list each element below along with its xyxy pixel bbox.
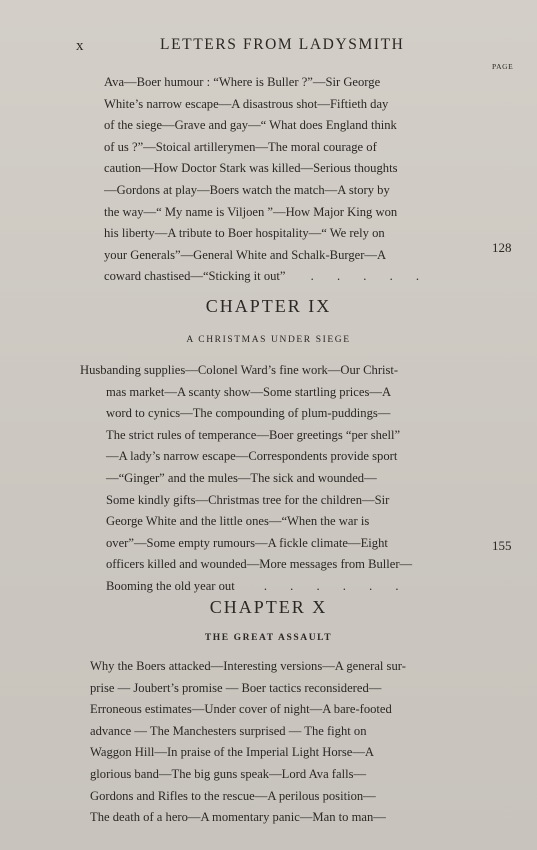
summary-line: Ava—Boer humour : “Where is Buller ?”—Sir George — [104, 75, 381, 89]
summary-line: prise — Joubert’s promise — Boer tactics reconsidered— — [90, 680, 382, 695]
summary-line: Husbanding supplies—Colonel Ward’s fine work—Our Christ- — [80, 363, 399, 377]
summary-line: glorious band—The big guns speak—Lord Ava falls— — [90, 766, 367, 781]
summary-line: Gordons and Rifles to the rescue—A perilous position— — [90, 788, 376, 803]
summary-line: The strict rules of temperance—Boer greetings “per shell” — [106, 427, 401, 442]
summary-line: over”—Some empty rumours—A fickle climate—Eight — [106, 535, 388, 550]
summary-line: advance — The Manchesters surprised — The fight on — [90, 723, 367, 738]
chapter9-title: A CHRISTMAS UNDER SIEGE — [186, 335, 351, 345]
summary-line: officers killed and wounded—More messages from Buller— — [106, 557, 413, 572]
summary-line: Waggon Hill—In praise of the Imperial Light Horse—A — [90, 745, 375, 760]
summary-line: —Gordons at play—Boers watch the match—A story by — [104, 182, 390, 197]
summary-line: caution—How Doctor Stark was killed—Serious thoughts — [104, 161, 398, 176]
chapter9-page-number: 155 — [492, 538, 512, 553]
summary-line: Why the Boers attacked—Interesting versions—A general sur- — [90, 659, 406, 673]
dot-leader: . . . . . — [310, 269, 430, 284]
summary-line: of the siege—Grave and gay—“ What does England think — [104, 118, 397, 133]
summary-last-line: Booming the old year out — [106, 578, 235, 593]
page-number-roman: x — [76, 38, 84, 54]
summary-line: word to cynics—The compounding of plum-puddings— — [106, 406, 391, 421]
chapter9-heading: CHAPTER IX — [205, 296, 332, 316]
summary-line: Erroneous estimates—Under cover of night—A bare-footed — [90, 702, 392, 717]
summary-line: —A lady’s narrow escape—Correspondents provide sport — [106, 449, 398, 464]
chapter10-heading: CHAPTER X — [209, 597, 328, 617]
chapter9-summary — [80, 360, 478, 598]
summary-last-line: coward chastised—“Sticking it out” — [104, 269, 286, 284]
chapter8-summary — [104, 72, 482, 288]
running-title: LETTERS FROM LADYSMITH — [160, 36, 405, 53]
summary-line — [80, 576, 478, 598]
summary-line — [104, 266, 482, 288]
chapter10-summary — [90, 656, 478, 829]
summary-line: his liberty—A tribute to Boer hospitality—“ We rely on — [104, 226, 385, 241]
summary-line: of us ?”—Stoical artillerymen—The moral courage of — [104, 139, 377, 154]
summary-line: White’s narrow escape—A disastrous shot—Fiftieth day — [104, 96, 389, 111]
summary-line: your Generals”—General White and Schalk-Burger—A — [104, 247, 387, 262]
summary-line: mas market—A scanty show—Some startling prices—A — [106, 384, 392, 399]
chapter8-page-number: 128 — [492, 240, 512, 255]
dot-leader: . . . . . . — [263, 578, 409, 593]
summary-line: Some kindly gifts—Christmas tree for the children—Sir — [106, 492, 390, 507]
summary-line: George White and the little ones—“When the war is — [106, 514, 370, 529]
chapter10-title: THE GREAT ASSAULT — [204, 633, 333, 643]
page-column-label: PAGE — [492, 62, 514, 71]
summary-line: the way—“ My name is Viljoen ”—How Major King won — [104, 204, 398, 219]
summary-line: —“Ginger” and the mules—The sick and wounded— — [106, 470, 377, 485]
summary-line: The death of a hero—A momentary panic—Man to man— — [90, 810, 386, 825]
